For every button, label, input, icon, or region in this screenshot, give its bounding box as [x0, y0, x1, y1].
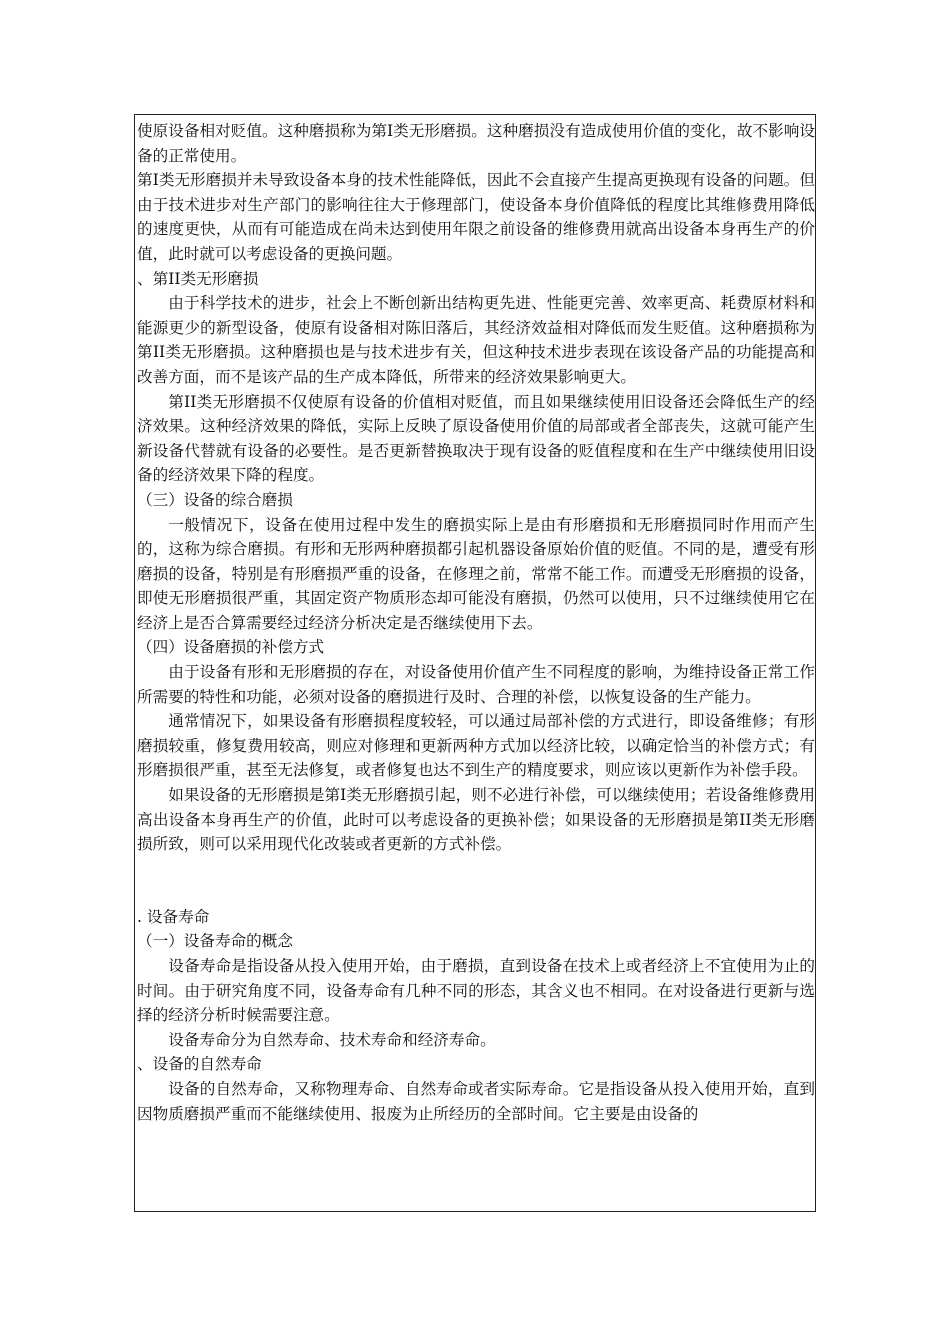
- document-frame: [134, 114, 816, 1212]
- heading-equipment-life: . 设备寿命: [137, 907, 210, 926]
- heading-natural-life: 、设备的自然寿命: [137, 1055, 262, 1074]
- heading-life-concept: （一）设备寿命的概念: [137, 932, 293, 951]
- paragraph-5: 一般情况下，设备在使用过程中发生的磨损实际上是由有形磨损和无形磨损同时作用而产生的，这称为综合磨损。有形和无形两种磨损都引起机器设备原始价值的贬值。不同的是，遭受有形磨损的设备，特别是有形磨损严重的设备，在修理之前，常常不能工作。而遭受无形磨损的设备，即使无形磨损很严重，其固定资产物质形态却可能没有磨损，仍然可以使用，只不过继续使用它在经济上是否合算需要经过经济分析决定是否继续使用下去。: [137, 515, 815, 632]
- paragraph-11: 设备的自然寿命，又称物理寿命、自然寿命或者实际寿命。它是指设备从投入使用开始，直到因物质磨损严重而不能继续使用、报废为止所经历的全部时间。它主要是由设备的: [137, 1079, 815, 1123]
- paragraph-1: 使原设备相对贬值。这种磨损称为第Ⅰ类无形磨损。这种磨损没有造成使用价值的变化，故不影响设备的正常使用。: [137, 122, 815, 165]
- section-gap: [137, 857, 815, 905]
- paragraph-6: 由于设备有形和无形磨损的存在，对设备使用价值产生不同程度的影响，为维持设备正常工作所需要的特性和功能，必须对设备的磨损进行及时、合理的补偿，以恢复设备的生产能力。: [137, 663, 815, 706]
- heading-compensation-methods: （四）设备磨损的补偿方式: [137, 638, 325, 657]
- paragraph-10: 设备寿命分为自然寿命、技术寿命和经济寿命。: [168, 1030, 496, 1049]
- document-body: [137, 119, 815, 1126]
- paragraph-9: 设备寿命是指设备从投入使用开始，由于磨损，直到设备在技术上或者经济上不宜使用为止的时间。由于研究角度不同，设备寿命有几种不同的形态，其含义也不相同。在对设备进行更新与选择的经济分析时候需要注意。: [137, 957, 815, 1025]
- paragraph-7: 通常情况下，如果设备有形磨损程度较轻，可以通过局部补偿的方式进行，即设备维修；有形磨损较重，修复费用较高，则应对修理和更新两种方式加以经济比较，以确定恰当的补偿方式；有形磨损很严重，甚至无法修复，或者修复也达不到生产的精度要求，则应该以更新作为补偿手段。: [137, 712, 815, 780]
- heading-combined-wear: （三）设备的综合磨损: [137, 490, 293, 509]
- paragraph-2: 第Ⅰ类无形磨损并未导致设备本身的技术性能降低，因此不会直接产生提高更换现有设备的问题。但由于技术进步对生产部门的影响往往大于修理部门，使设备本身价值降低的程度比其维修费用降低的速度更快，从而有可能造成在尚未达到使用年限之前设备的维修费用就高出设备本身再生产的价值，此时就可以考虑设备的更换问题。: [137, 171, 815, 263]
- paragraph-4: 第II类无形磨损不仅使原有设备的价值相对贬值，而且如果继续使用旧设备还会降低生产的经济效果。这种经济效果的降低，实际上反映了原设备使用价值的局部或者全部丧失，这就可能产生新设备代替就有设备的必要性。是否更新替换取决于现有设备的贬值程度和在生产中继续使用旧设备的经济效果下降的程度。: [137, 392, 815, 485]
- heading-type-ii-intangible-wear: 、第II类无形磨损: [137, 269, 259, 288]
- paragraph-3: 由于科学技术的进步，社会上不断创新出结构更先进、性能更完善、效率更高、耗费原材料和能源更少的新型设备，使原有设备相对陈旧落后，其经济效益相对降低而发生贬值。这种磨损称为第II类无形磨损。这种磨损也是与技术进步有关，但这种技术进步表现在该设备产品的功能提高和改善方面，而不是该产品的生产成本降低，所带来的经济效果影响更大。: [137, 294, 815, 386]
- paragraph-8: 如果设备的无形磨损是第Ⅰ类无形磨损引起，则不必进行补偿，可以继续使用；若设备维修费用高出设备本身再生产的价值，此时可以考虑设备的更换补偿；如果设备的无形磨损是第II类无形磨损所致，则可以采用现代化改装或者更新的方式补偿。: [137, 786, 815, 854]
